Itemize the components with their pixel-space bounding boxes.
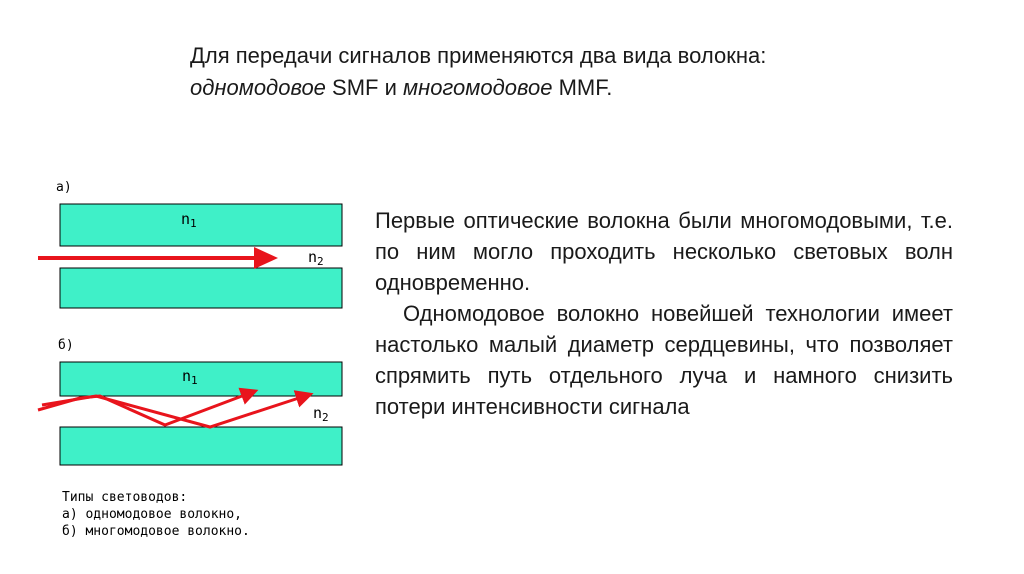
smf-term: одномодовое — [190, 75, 326, 100]
paragraph-singlemode: Одномодовое волокно новейшей технологии имеет настолько малый диаметр сердцевины, что позволяет спрямить путь отдельного луча и намного снизить потери интенсивности сигнала — [375, 301, 953, 419]
smf-abbr: SMF и — [325, 75, 403, 100]
heading-line-1: Для передачи сигналов применяются два вида волокна: — [190, 43, 767, 68]
figure-a-label: а) — [56, 180, 72, 195]
mmf-abbr: MMF. — [552, 75, 613, 100]
figure-b-n2-label: $n_2$ — [313, 404, 329, 424]
figure-a-ray-arrowhead — [254, 247, 278, 269]
figure-b-cladding-top — [60, 362, 342, 396]
paragraph-multimode: Первые оптические волокна были многомодовыми, т.е. по ним могло проходить несколько световых волн одновременно. — [375, 208, 953, 295]
figure-a-cladding-top — [60, 204, 342, 246]
figure-b-n1-label: $n_1$ — [182, 367, 198, 387]
figure-a-n2-label: $n_2$ — [308, 248, 324, 268]
mmf-term: многомодовое — [403, 75, 553, 100]
figure-caption-a: а) одномодовое волокно, — [62, 507, 243, 522]
figure-a-cladding-bottom — [60, 268, 342, 308]
figure-caption-b: б) многомодовое волокно. — [62, 524, 250, 539]
figure-b-cladding-bottom — [60, 427, 342, 465]
figure-caption-title: Типы световодов: — [62, 490, 188, 505]
figure-a-n1-label: $n_1$ — [181, 210, 197, 230]
figure-b-label: б) — [58, 338, 74, 353]
